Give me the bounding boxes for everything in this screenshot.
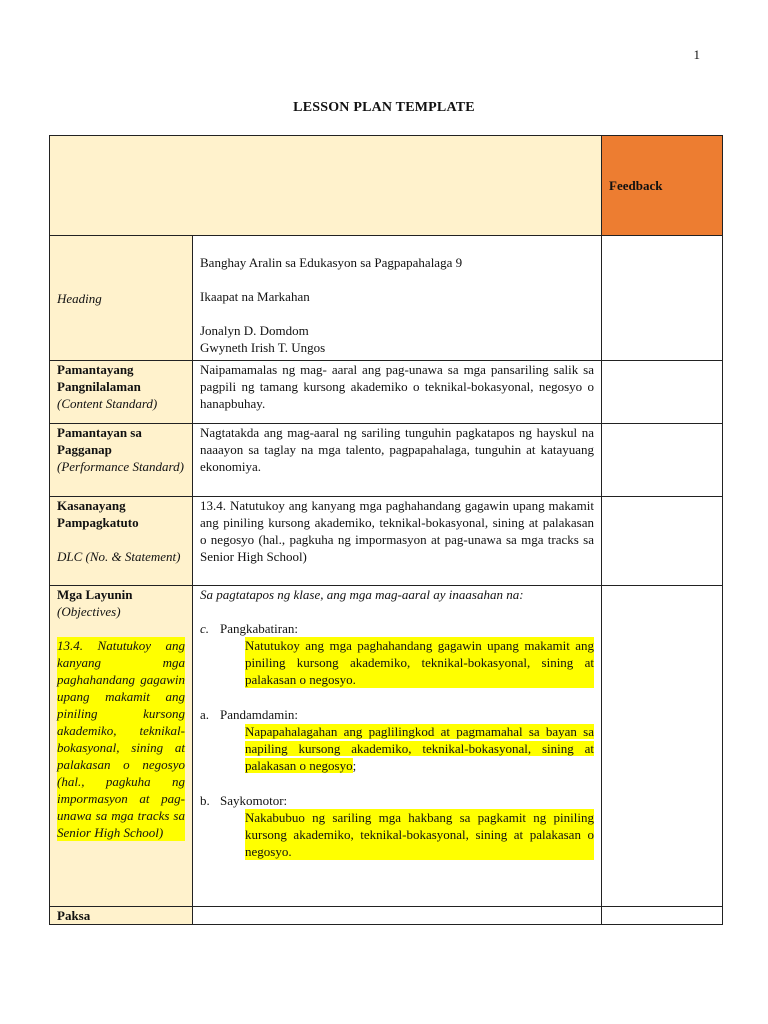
row-heading — [50, 236, 723, 361]
objectives-sublabel: (Objectives) — [57, 604, 121, 619]
feedback-header: Feedback — [602, 136, 723, 236]
objective-psychomotor-heading — [200, 792, 594, 809]
performance-standard-text: Nagtatakda ang mag-aaral ng sariling tunguhin pagkatapos ng hayskul na naaayon sa taglay na mga talento, pagpapahalaga, tunguhin at katayuang ekonomiya. — [193, 424, 602, 497]
header-blank-cell — [50, 136, 602, 236]
objective-psychomotor-title: Saykomotor: — [220, 793, 288, 808]
heading-line-author-2: Gwyneth Irish T. Ungos — [200, 340, 326, 355]
heading-label: Heading — [50, 236, 193, 361]
paksa-content — [193, 907, 602, 925]
heading-line-author-1: Jonalyn D. Domdom — [200, 323, 309, 338]
content-standard-feedback-cell — [602, 361, 723, 424]
dlc-label: Kasanayang Pampagkatuto — [57, 498, 139, 530]
objectives-feedback-cell — [602, 586, 723, 907]
objectives-side-note: 13.4. Natutukoy ang kanyang mga paghahandang gagawin upang makamit ang piniling kursong akademiko, teknikal-bokasyonal, sining at palakasan o negosyo (hal., pagkuha ng impormasyon at pag-unawa sa mga tracks sa Senior High School) — [57, 638, 185, 840]
objectives-content — [193, 586, 602, 907]
dlc-label-cell — [50, 497, 193, 586]
content-standard-text: Naipamamalas ng mag- aaral ang pag-unawa sa mga pansariling salik sa pagpili ng tamang kursong akademiko o teknikal-bokasyonal, negosyo o hanapbuhay. — [193, 361, 602, 424]
page-number: 1 — [693, 47, 700, 62]
objective-affective-title: Pandamdamin: — [220, 707, 298, 722]
objective-psychomotor-text: Nakabubuo ng sariling mga hakbang sa pagkamit ng piniling kursong akademiko, teknikal-bokasyonal, sining at palakasan o negosyo. — [245, 810, 594, 859]
objectives-intro: Sa pagtatapos ng klase, ang mga mag-aaral ay inaasahan na: — [200, 587, 524, 602]
table-header-row — [50, 136, 723, 236]
row-content-standard — [50, 361, 723, 424]
row-objectives — [50, 586, 723, 907]
dlc-text: 13.4. Natutukoy ang kanyang mga paghahandang gagawin upang makamit ang piniling kursong akademiko, teknikal-bokasyonal, sining at palakasan o negosyo (hal., pagkuha ng impormasyon at pag-unawa sa mga tracks sa Senior High School) — [193, 497, 602, 586]
heading-line-subject: Banghay Aralin sa Edukasyon sa Pagpapahalaga 9 — [200, 255, 463, 270]
objective-cognitive-heading — [200, 620, 594, 637]
heading-line-quarter: Ikaapat na Markahan — [200, 289, 310, 304]
lesson-plan-table — [49, 135, 723, 925]
objective-affective-block — [245, 723, 594, 774]
performance-standard-label-cell — [50, 424, 193, 497]
dlc-feedback-cell — [602, 497, 723, 586]
row-dlc — [50, 497, 723, 586]
objective-affective-marker: a. — [200, 707, 210, 722]
performance-standard-feedback-cell — [602, 424, 723, 497]
objective-cognitive-text: Natutukoy ang mga paghahandang gagawin upang makamit ang piniling kursong akademiko, teknikal-bokasyonal, sining at palakasan o negosyo. — [245, 638, 594, 687]
objective-affective-text: Napapahalagahan ang paglilingkod at pagmamahal sa bayan sa napiling kursong akademiko, teknikal-bokasyonal, sining at palakasan o negosyo — [245, 724, 594, 773]
dlc-sublabel: DLC (No. & Statement) — [57, 549, 181, 564]
content-standard-label-cell — [50, 361, 193, 424]
objective-affective-suffix: ; — [352, 758, 357, 773]
performance-standard-label: Pamantayan sa Pagganap — [57, 425, 142, 457]
objectives-label-cell — [50, 586, 193, 907]
row-performance-standard — [50, 424, 723, 497]
paksa-label: Paksa — [50, 907, 193, 925]
performance-standard-sublabel: (Performance Standard) — [57, 459, 184, 474]
objective-cognitive-title: Pangkabatiran: — [220, 621, 298, 636]
objective-affective-heading — [200, 706, 594, 723]
paksa-feedback-cell — [602, 907, 723, 925]
objectives-label: Mga Layunin — [57, 587, 133, 602]
content-standard-sublabel: (Content Standard) — [57, 396, 158, 411]
document-title: LESSON PLAN TEMPLATE — [293, 100, 475, 115]
content-standard-label: Pamantayang Pangnilalaman — [57, 362, 141, 394]
heading-content — [193, 236, 602, 361]
heading-feedback-cell — [602, 236, 723, 361]
objective-psychomotor-marker: b. — [200, 793, 210, 808]
row-paksa — [50, 907, 723, 925]
objective-cognitive-marker: c. — [200, 621, 210, 636]
